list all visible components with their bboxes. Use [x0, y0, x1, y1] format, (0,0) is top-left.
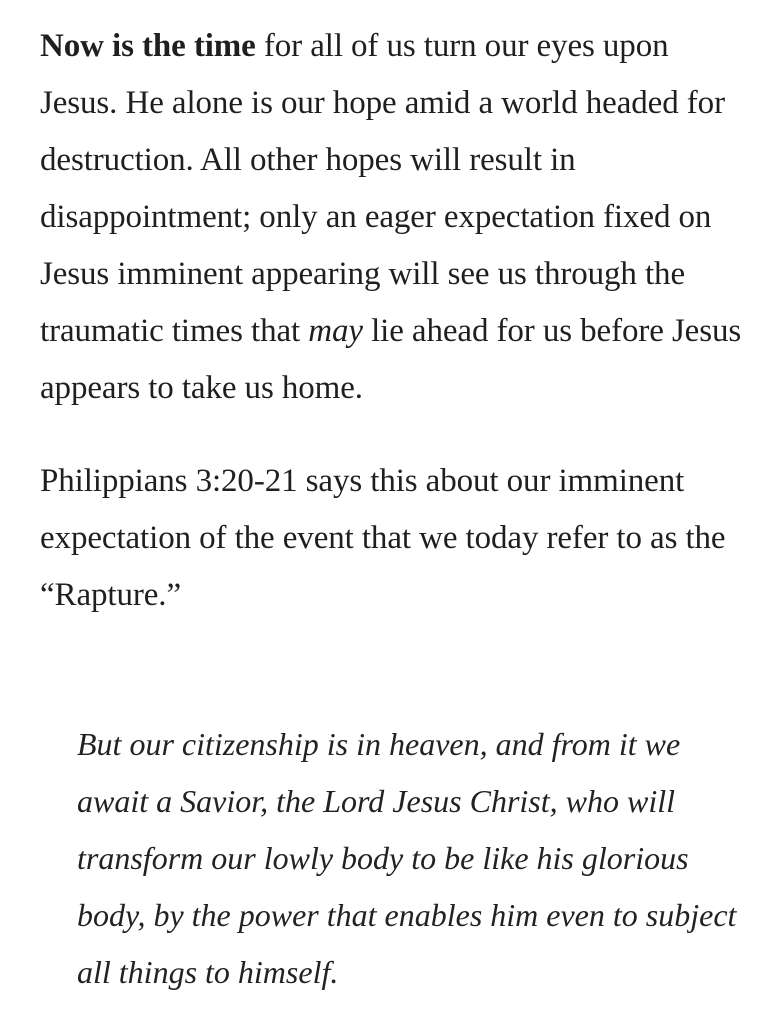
intro-paragraph	[40, 18, 745, 417]
scripture-intro-paragraph: Philippians 3:20-21 says this about our imminent expectation of the event that we today refer to as the “Rapture.”	[40, 463, 726, 613]
intro-text-part-2: lie ahead for us before Jesus appears to take us home.	[40, 313, 742, 406]
lead-phrase: Now is the time	[40, 28, 256, 64]
scripture-blockquote: But our citizenship is in heaven, and from it we await a Savior, the Lord Jesus Christ, who will transform our lowly body to be like his glorious body, by the power that enables him even to subject all things to himself.	[77, 726, 737, 990]
article-body	[40, 18, 745, 624]
emphasized-word: may	[308, 313, 363, 349]
intro-text-part-1: for all of us turn our eyes upon Jesus. He alone is our hope amid a world headed for destruction. All other hopes will result in disappointment; only an eager expectation fixed on Jesus imminent appearing will see us through the traumatic times that	[40, 28, 725, 349]
